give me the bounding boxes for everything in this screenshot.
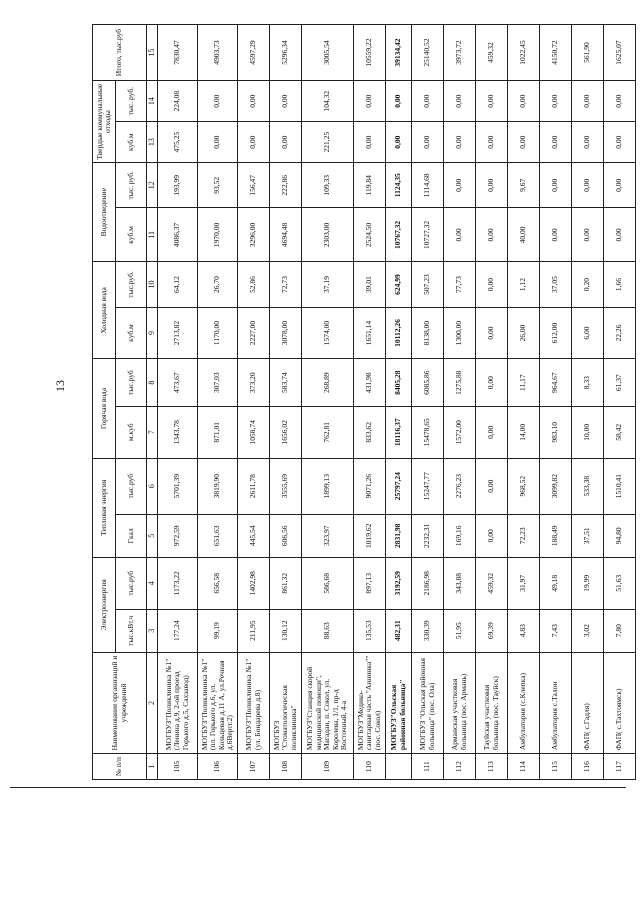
value-cell: 2276,23 [444, 458, 476, 514]
value-cell: 0,20 [572, 262, 604, 307]
utilities-table [92, 24, 636, 780]
value-cell: 0,00 [540, 122, 572, 163]
value-cell: 5701,39 [158, 458, 198, 514]
value-cell: 40,00 [508, 208, 540, 262]
value-cell: 1899,13 [302, 458, 354, 514]
value-cell: 431,98 [354, 359, 386, 406]
value-cell: 177,24 [158, 609, 198, 652]
value-cell: 330,39 [412, 609, 444, 652]
value-cell: 10767,32 [386, 208, 412, 262]
value-cell: 4086,37 [158, 208, 198, 262]
value-cell: 1656,02 [270, 406, 302, 458]
value-cell: 2831,98 [386, 514, 412, 557]
value-cell: 964,67 [540, 359, 572, 406]
value-cell: 0,00 [476, 514, 508, 557]
value-cell: 1343,78 [158, 406, 198, 458]
header-group-electricity: Электроэнергия [93, 557, 116, 652]
value-cell: 1402,98 [238, 557, 270, 609]
row-number: 109 [302, 754, 354, 780]
value-cell: 2227,00 [238, 307, 270, 359]
value-cell: 10,00 [572, 406, 604, 458]
header-group-hot-water: Горячая вода [93, 359, 116, 458]
value-cell: 0,00 [572, 208, 604, 262]
value-cell: 14,00 [508, 406, 540, 458]
value-cell: 4150,72 [540, 25, 572, 81]
value-cell: 211,95 [238, 609, 270, 652]
value-cell: 6085,86 [412, 359, 444, 406]
header-num: № п/п [93, 754, 147, 780]
value-cell: 0,00 [444, 163, 476, 208]
header-unit: тыс. руб. [116, 163, 147, 208]
value-cell: 983,10 [540, 406, 572, 458]
value-cell: 373,20 [238, 359, 270, 406]
header-name: Наименование организаций и учреждений [93, 652, 147, 753]
value-cell: 0,00 [604, 122, 636, 163]
value-cell: 0,00 [476, 406, 508, 458]
table-row [354, 25, 386, 780]
column-number: 13 [147, 122, 158, 163]
value-cell: 3005,54 [302, 25, 354, 81]
organization-name: МОГБУЗ"Медико-санитарная часть "Аннинка"" (пос. Сокол) [354, 652, 386, 753]
value-cell: 0,00 [444, 208, 476, 262]
value-cell: 1170,00 [198, 307, 238, 359]
value-cell: 72,73 [270, 262, 302, 307]
header-unit: куб.м [116, 307, 147, 359]
organization-name: Амбулатория с.Талон [540, 652, 572, 753]
row-number: 108 [270, 754, 302, 780]
value-cell: 119,84 [354, 163, 386, 208]
organization-name: ФАП( с.Гадля) [572, 652, 604, 753]
value-cell: 26,00 [508, 307, 540, 359]
row-number: 105 [158, 754, 198, 780]
value-cell: 3078,00 [270, 307, 302, 359]
header-unit: м.куб [116, 406, 147, 458]
value-cell: 1058,74 [238, 406, 270, 458]
column-number: 6 [147, 458, 158, 514]
row-number: 113 [476, 754, 508, 780]
value-cell: 0,00 [540, 208, 572, 262]
value-cell: 0,00 [572, 163, 604, 208]
value-cell: 64,12 [158, 262, 198, 307]
value-cell: 104,32 [302, 81, 354, 122]
value-cell: 93,52 [198, 163, 238, 208]
value-cell: 0,00 [572, 81, 604, 122]
value-cell: 19,99 [572, 557, 604, 609]
header-unit: тыс.руб [116, 557, 147, 609]
value-cell: 72,23 [508, 514, 540, 557]
value-cell: 968,52 [508, 458, 540, 514]
value-cell: 69,39 [476, 609, 508, 652]
table-row [540, 25, 572, 780]
table-row [302, 25, 354, 780]
value-cell: 972,59 [158, 514, 198, 557]
column-number: 8 [147, 359, 158, 406]
row-number [386, 754, 412, 780]
value-cell: 4,83 [508, 609, 540, 652]
table-row [386, 25, 412, 780]
value-cell: 343,88 [444, 557, 476, 609]
value-cell: 561,90 [572, 25, 604, 81]
header-group-cold-water: Холодная вода [93, 262, 116, 359]
row-number: 111 [412, 754, 444, 780]
value-cell: 2232,31 [412, 514, 444, 557]
value-cell: 3192,59 [386, 557, 412, 609]
organization-name: Тауйская участковая больница (пос. Тауйск) [476, 652, 508, 753]
value-cell: 88,63 [302, 609, 354, 652]
value-cell: 25797,24 [386, 458, 412, 514]
value-cell: 51,63 [604, 557, 636, 609]
row-number: 110 [354, 754, 386, 780]
value-cell: 0,00 [476, 359, 508, 406]
table-row [476, 25, 508, 780]
column-number: 10 [147, 262, 158, 307]
value-cell: 37,05 [540, 262, 572, 307]
table-row [508, 25, 540, 780]
value-cell: 1022,45 [508, 25, 540, 81]
value-cell: 0,00 [354, 81, 386, 122]
column-number: 12 [147, 163, 158, 208]
value-cell: 39,01 [354, 262, 386, 307]
value-cell: 0,00 [444, 122, 476, 163]
value-cell: 0,00 [238, 122, 270, 163]
column-number: 3 [147, 609, 158, 652]
value-cell: 1124,35 [386, 163, 412, 208]
organization-name: МОГБУЗ"Поликлиника №1"(ул. Бондарева д.8) [238, 652, 270, 753]
value-cell: 51,95 [444, 609, 476, 652]
page-number: 13 [53, 380, 67, 392]
row-number: 117 [604, 754, 636, 780]
value-cell: 9071,26 [354, 458, 386, 514]
value-cell: 156,47 [238, 163, 270, 208]
value-cell: 268,89 [302, 359, 354, 406]
value-cell: 323,97 [302, 514, 354, 557]
value-cell: 482,31 [386, 609, 412, 652]
row-number: 115 [540, 754, 572, 780]
horizontal-rule [10, 787, 626, 788]
value-cell: 1,66 [604, 262, 636, 307]
value-cell: 612,00 [540, 307, 572, 359]
value-cell: 459,32 [476, 25, 508, 81]
value-cell: 0,00 [412, 81, 444, 122]
value-cell: 4694,48 [270, 208, 302, 262]
value-cell: 37,51 [572, 514, 604, 557]
value-cell: 10727,32 [412, 208, 444, 262]
value-cell: 0,00 [386, 122, 412, 163]
value-cell: 833,62 [354, 406, 386, 458]
value-cell: 1019,62 [354, 514, 386, 557]
value-cell: 0,00 [444, 81, 476, 122]
value-cell: 3,02 [572, 609, 604, 652]
header-unit: тыс.руб [116, 458, 147, 514]
column-number: 15 [147, 25, 158, 81]
value-cell: 0,00 [238, 81, 270, 122]
value-cell: 37,19 [302, 262, 354, 307]
value-cell: 2303,00 [302, 208, 354, 262]
value-cell: 1114,68 [412, 163, 444, 208]
table-row [412, 25, 444, 780]
value-cell: 307,03 [198, 359, 238, 406]
header-total: Итого, тыс.руб [93, 25, 147, 81]
value-cell: 1572,00 [444, 406, 476, 458]
value-cell: 0,00 [386, 81, 412, 122]
value-cell: 9,67 [508, 163, 540, 208]
value-cell: 475,25 [158, 122, 198, 163]
value-cell: 0,00 [270, 122, 302, 163]
value-cell: 459,32 [476, 557, 508, 609]
value-cell: 0,00 [476, 307, 508, 359]
value-cell: 0,00 [604, 208, 636, 262]
value-cell: 169,16 [444, 514, 476, 557]
value-cell: 624,99 [386, 262, 412, 307]
column-number: 4 [147, 557, 158, 609]
organization-name: ФАП( с.Тахтоямск) [604, 652, 636, 753]
value-cell: 222,86 [270, 163, 302, 208]
value-cell: 7,80 [604, 609, 636, 652]
header-unit: куб.м [116, 122, 147, 163]
value-cell: 3099,82 [540, 458, 572, 514]
value-cell: 583,74 [270, 359, 302, 406]
value-cell: 0,00 [198, 81, 238, 122]
value-cell: 11,17 [508, 359, 540, 406]
value-cell: 0,00 [476, 458, 508, 514]
value-cell: 1275,88 [444, 359, 476, 406]
value-cell: 762,81 [302, 406, 354, 458]
rotated-page-content [92, 24, 632, 780]
value-cell: 1574,00 [302, 307, 354, 359]
value-cell: 39134,42 [386, 25, 412, 81]
value-cell: 109,33 [302, 163, 354, 208]
value-cell: 606,56 [270, 514, 302, 557]
value-cell: 8405,28 [386, 359, 412, 406]
value-cell: 0,00 [198, 122, 238, 163]
header-unit: куб.м [116, 208, 147, 262]
value-cell: 61,37 [604, 359, 636, 406]
value-cell: 18116,37 [386, 406, 412, 458]
value-cell: 193,99 [158, 163, 198, 208]
value-cell: 5296,34 [270, 25, 302, 81]
column-number: 1 [147, 754, 158, 780]
value-cell: 8,33 [572, 359, 604, 406]
value-cell: 94,80 [604, 514, 636, 557]
value-cell: 0,00 [572, 122, 604, 163]
value-cell: 3973,72 [444, 25, 476, 81]
column-number: 2 [147, 652, 158, 753]
value-cell: 651,63 [198, 514, 238, 557]
value-cell: 0,00 [476, 163, 508, 208]
table-row [158, 25, 198, 780]
row-number: 116 [572, 754, 604, 780]
value-cell: 1970,00 [198, 208, 238, 262]
value-cell: 2186,98 [412, 557, 444, 609]
value-cell: 0,00 [476, 122, 508, 163]
value-cell: 3555,69 [270, 458, 302, 514]
value-cell: 8138,00 [412, 307, 444, 359]
header-unit: тыс.руб. [116, 262, 147, 307]
value-cell: 221,25 [302, 122, 354, 163]
header-unit: тыс.кВт.ч [116, 609, 147, 652]
value-cell: 99,19 [198, 609, 238, 652]
value-cell: 507,23 [412, 262, 444, 307]
value-cell: 871,01 [198, 406, 238, 458]
value-cell: 0,00 [476, 81, 508, 122]
value-cell: 224,08 [158, 81, 198, 122]
organization-name: МОГБУЗ "Ольская районная больница" (пос. Ола) [412, 652, 444, 753]
value-cell: 0,00 [270, 81, 302, 122]
value-cell: 0,00 [354, 122, 386, 163]
table-row [444, 25, 476, 780]
value-cell: 15478,65 [412, 406, 444, 458]
value-cell: 2611,78 [238, 458, 270, 514]
row-number: 114 [508, 754, 540, 780]
value-cell: 25140,52 [412, 25, 444, 81]
column-number: 5 [147, 514, 158, 557]
value-cell: 49,18 [540, 557, 572, 609]
value-cell: 3296,00 [238, 208, 270, 262]
header-unit: тыс. руб. [116, 81, 147, 122]
value-cell: 0,00 [508, 122, 540, 163]
value-cell: 586,68 [302, 557, 354, 609]
value-cell: 1173,22 [158, 557, 198, 609]
value-cell: 533,38 [572, 458, 604, 514]
row-number: 106 [198, 754, 238, 780]
value-cell: 130,12 [270, 609, 302, 652]
organization-name: МОГБУЗ"Поликлиника №1" (Ленина д.9, 2-ой проезд Горького д.5, Сахзавод) [158, 652, 198, 753]
value-cell: 0,00 [476, 262, 508, 307]
value-cell: 0,00 [476, 208, 508, 262]
header-unit: тыс.руб [116, 359, 147, 406]
value-cell: 0,00 [508, 81, 540, 122]
value-cell: 6,00 [572, 307, 604, 359]
value-cell: 31,97 [508, 557, 540, 609]
organization-name: Арманская участковая больница (пос. Армань) [444, 652, 476, 753]
value-cell: 135,53 [354, 609, 386, 652]
organization-name: МОГБУЗ "Стоматологическая поликлиника" [270, 652, 302, 753]
header-group-heat: Тепловая энергия [93, 458, 116, 557]
column-number: 14 [147, 81, 158, 122]
value-cell: 0,00 [412, 122, 444, 163]
organization-name: МОГБУЗ"Ольская районная больница" [386, 652, 412, 753]
value-cell: 861,32 [270, 557, 302, 609]
value-cell: 473,67 [158, 359, 198, 406]
value-cell: 77,73 [444, 262, 476, 307]
value-cell: 10559,22 [354, 25, 386, 81]
value-cell: 188,49 [540, 514, 572, 557]
organization-name: МОГБУЗ"Станция скорой медицинской помощи", Магадан, п. Сокол, ул. Королева, 1/1, пр-д Восточный, 4-а [302, 652, 354, 753]
value-cell: 1625,07 [604, 25, 636, 81]
value-cell: 0,00 [540, 81, 572, 122]
row-number: 107 [238, 754, 270, 780]
value-cell: 7830,47 [158, 25, 198, 81]
value-cell: 445,54 [238, 514, 270, 557]
value-cell: 4903,73 [198, 25, 238, 81]
value-cell: 1300,00 [444, 307, 476, 359]
row-number: 112 [444, 754, 476, 780]
value-cell: 0,00 [604, 163, 636, 208]
value-cell: 3819,90 [198, 458, 238, 514]
value-cell: 1510,41 [604, 458, 636, 514]
value-cell: 0,00 [604, 81, 636, 122]
table-row [270, 25, 302, 780]
table-row [572, 25, 604, 780]
table-row [238, 25, 270, 780]
value-cell: 656,58 [198, 557, 238, 609]
value-cell: 7,43 [540, 609, 572, 652]
value-cell: 58,42 [604, 406, 636, 458]
column-number: 9 [147, 307, 158, 359]
header-group-solid-waste: Твердые коммунальные отходы [93, 81, 116, 163]
value-cell: 10112,26 [386, 307, 412, 359]
value-cell: 2713,82 [158, 307, 198, 359]
table-row [604, 25, 636, 780]
organization-name: МОГБУЗ"Поликлиника №1" (пл. Горького д.6, ул. Кольцевая д.11 А, ул.Речная д.6Вертг.2) [198, 652, 238, 753]
value-cell: 4597,29 [238, 25, 270, 81]
value-cell: 897,13 [354, 557, 386, 609]
column-number: 11 [147, 208, 158, 262]
value-cell: 1,12 [508, 262, 540, 307]
value-cell: 1651,14 [354, 307, 386, 359]
header-group-sewerage: Водоотведение [93, 163, 116, 262]
table-row [198, 25, 238, 780]
organization-name: Амбулатория (с.Клепка) [508, 652, 540, 753]
value-cell: 15247,77 [412, 458, 444, 514]
value-cell: 26,70 [198, 262, 238, 307]
value-cell: 0,00 [540, 163, 572, 208]
value-cell: 22,26 [604, 307, 636, 359]
column-number: 7 [147, 406, 158, 458]
header-unit: Гкал [116, 514, 147, 557]
value-cell: 2524,50 [354, 208, 386, 262]
value-cell: 52,86 [238, 262, 270, 307]
